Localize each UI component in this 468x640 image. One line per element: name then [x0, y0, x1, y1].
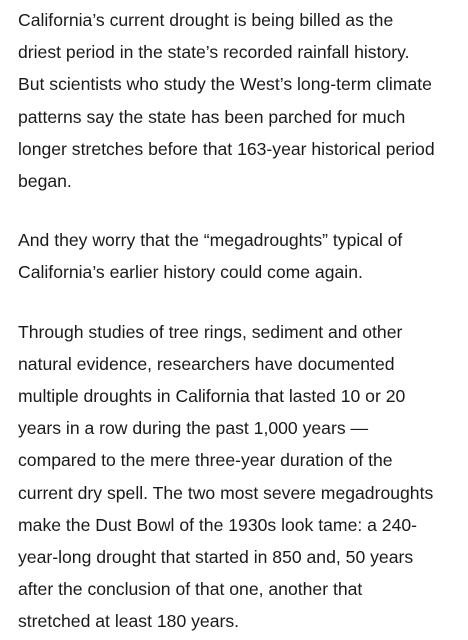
text-line: driest period in the state’s recorded rainfall history.: [18, 42, 410, 63]
text-line: stretched at least 180 years.: [18, 611, 240, 632]
text-line: patterns say the state has been parched for much: [18, 106, 406, 127]
paragraph-spacer: [18, 197, 458, 224]
text-line: multiple droughts in California that lasted 10 or 20: [18, 386, 406, 407]
text-line: California’s earlier history could come again.: [18, 262, 363, 283]
paragraph-2: [18, 224, 458, 288]
article-body: [18, 4, 458, 638]
text-line: after the conclusion of that one, another that: [18, 579, 363, 600]
paragraph-1: [18, 4, 458, 197]
text-line: natural evidence, researchers have documented: [18, 353, 395, 374]
text-line: make the Dust Bowl of the 1930s look tame: a 240-: [18, 514, 418, 535]
text-line: years in a row during the past 1,000 years —: [18, 418, 369, 439]
text-line: began.: [18, 171, 72, 192]
paragraph-3: [18, 316, 458, 638]
text-line: And they worry that the “megadroughts” typical of: [18, 230, 403, 251]
text-line: Through studies of tree rings, sediment and other: [18, 321, 403, 342]
text-line: current dry spell. The two most severe megadroughts: [18, 482, 434, 503]
text-line: But scientists who study the West’s long-term climate: [18, 74, 432, 95]
text-line: longer stretches before that 163-year historical period: [18, 138, 435, 159]
paragraph-spacer: [18, 289, 458, 316]
text-line: year-long drought that started in 850 and, 50 years: [18, 547, 414, 568]
text-line: compared to the mere three-year duration of the: [18, 450, 393, 471]
text-line: California’s current drought is being billed as the: [18, 10, 394, 30]
